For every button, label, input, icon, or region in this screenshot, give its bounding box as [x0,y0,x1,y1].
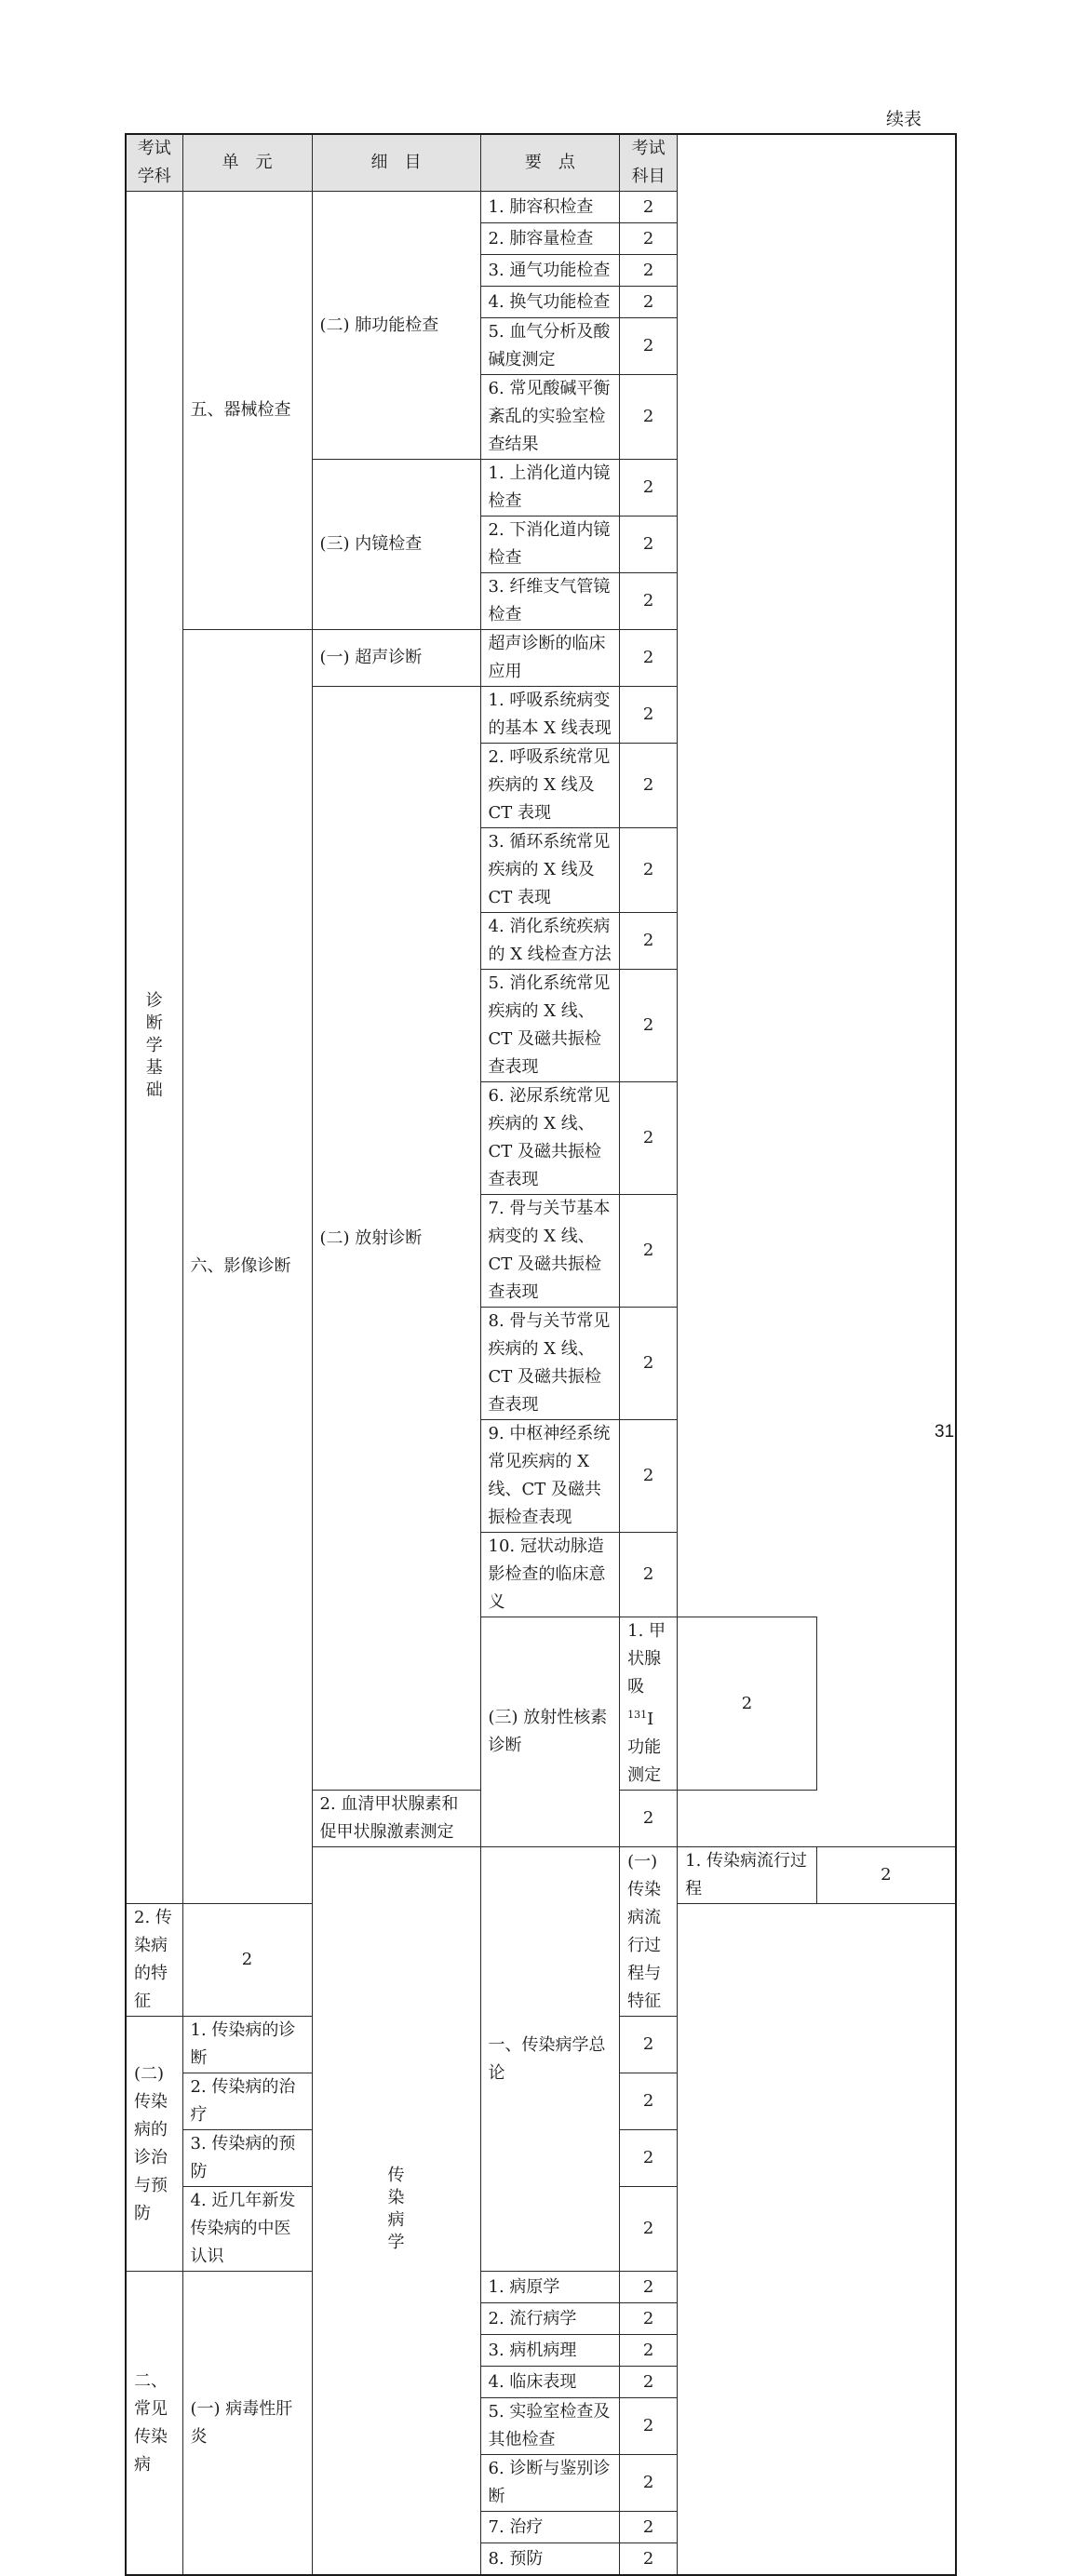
header-unit: 单 元 [182,134,312,192]
point-cell: 1. 呼吸系统病变的基本 X 线表现 [480,687,620,744]
point-cell: 9. 中枢神经系统常见疾病的 X 线、CT 及磁共振检查表现 [480,1420,620,1533]
unit-cell: 二、常见传染病 [126,2272,182,2576]
level-cell: 2 [620,2335,678,2367]
point-cell: 2. 下消化道内镜检查 [480,517,620,573]
item-cell: (二) 传染病的诊治与预防 [126,2017,182,2272]
point-cell: 8. 骨与关节常见疾病的 X 线、CT 及磁共振检查表现 [480,1308,620,1420]
level-cell: 2 [620,2398,678,2455]
point-cell: 2. 肺容量检查 [480,223,620,255]
header-subject: 考试学科 [126,134,182,192]
exam-outline-table [125,133,957,2576]
level-cell: 2 [620,687,678,744]
level-cell: 2 [620,744,678,828]
level-cell: 2 [620,1420,678,1533]
level-cell: 2 [816,1847,956,1904]
point-cell: 7. 治疗 [480,2512,620,2543]
point-text-before: 1. 甲状腺吸 [627,1621,666,1697]
continued-label: 续表 [885,109,921,129]
level-cell: 2 [182,1904,312,2017]
item-cell: (二) 放射诊断 [312,687,480,1791]
point-cell: 3. 循环系统常见疾病的 X 线及 CT 表现 [480,828,620,913]
level-cell: 2 [620,287,678,318]
level-cell: 2 [620,1533,678,1617]
level-cell: 2 [620,2512,678,2543]
level-cell: 2 [678,1617,817,1791]
point-cell: 1. 传染病流行过程 [678,1847,817,1904]
point-cell: 2. 血清甲状腺素和促甲状腺激素测定 [312,1791,480,1847]
point-cell: 4. 临床表现 [480,2367,620,2398]
item-cell: (三) 内镜检查 [312,460,480,630]
level-cell: 2 [620,318,678,375]
level-cell: 2 [620,2073,678,2130]
table-row [126,630,956,687]
point-cell: 8. 预防 [480,2543,620,2576]
point-cell: 6. 常见酸碱平衡紊乱的实验室检查结果 [480,375,620,460]
level-cell: 2 [620,1082,678,1195]
item-cell: (三) 放射性核素诊断 [480,1617,620,1847]
level-cell: 2 [620,2455,678,2512]
point-cell: 4. 近几年新发传染病的中医认识 [182,2187,312,2272]
point-cell: 4. 换气功能检查 [480,287,620,318]
point-cell: 2. 传染病的治疗 [182,2073,312,2130]
item-cell: (一) 传染病流行过程与特征 [620,1847,678,2017]
level-cell: 2 [620,630,678,687]
level-cell: 2 [620,2543,678,2576]
point-cell: 2. 流行病学 [480,2303,620,2335]
point-cell: 1. 上消化道内镜检查 [480,460,620,517]
subject-cell: 传染病学 [312,1847,480,2576]
level-cell: 2 [620,2303,678,2335]
isotope-superscript: 131 [627,1709,648,1721]
level-cell: 2 [620,223,678,255]
table-row [126,2272,956,2303]
point-cell: 5. 实验室检查及其他检查 [480,2398,620,2455]
point-cell: 2. 呼吸系统常见疾病的 X 线及 CT 表现 [480,744,620,828]
page-number: 31 [935,1422,955,1442]
level-cell: 2 [620,255,678,287]
level-cell: 2 [620,192,678,223]
point-cell: 5. 消化系统常见疾病的 X 线、CT 及磁共振检查表现 [480,970,620,1082]
unit-cell: 五、器械检查 [182,192,312,630]
level-cell: 2 [620,2130,678,2187]
point-cell: 10. 冠状动脉造影检查的临床意义 [480,1533,620,1617]
level-cell: 2 [620,375,678,460]
header-row [126,134,956,192]
level-cell: 2 [620,970,678,1082]
point-cell: 超声诊断的临床应用 [480,630,620,687]
point-cell [620,1617,678,1791]
point-cell: 1. 病原学 [480,2272,620,2303]
point-cell: 4. 消化系统疾病的 X 线检查方法 [480,913,620,970]
level-cell: 2 [620,517,678,573]
point-cell: 3. 病机病理 [480,2335,620,2367]
point-text-after: I 功能测定 [627,1710,662,1785]
header-item: 细 目 [312,134,480,192]
level-cell: 2 [620,1195,678,1308]
level-cell: 2 [620,1308,678,1420]
item-cell: (一) 超声诊断 [312,630,480,687]
point-cell: 5. 血气分析及酸碱度测定 [480,318,620,375]
level-cell: 2 [620,828,678,913]
level-cell: 2 [620,573,678,630]
level-cell: 2 [620,2017,678,2073]
table-row [126,192,956,223]
point-cell: 3. 传染病的预防 [182,2130,312,2187]
point-cell: 6. 诊断与鉴别诊断 [480,2455,620,2512]
subject-cell: 诊断学基础 [126,192,182,1904]
point-cell: 2. 传染病的特征 [126,1904,182,2017]
item-cell: (二) 肺功能检查 [312,192,480,460]
level-cell: 2 [620,2272,678,2303]
header-points: 要 点 [480,134,620,192]
point-cell: 6. 泌尿系统常见疾病的 X 线、CT 及磁共振检查表现 [480,1082,620,1195]
point-cell: 1. 肺容积检查 [480,192,620,223]
point-cell: 1. 传染病的诊断 [182,2017,312,2073]
header-level: 考试科目 [620,134,678,192]
item-cell: (一) 病毒性肝炎 [182,2272,312,2576]
level-cell: 2 [620,2367,678,2398]
unit-cell: 一、传染病学总论 [480,1847,620,2272]
point-cell: 3. 纤维支气管镜检查 [480,573,620,630]
level-cell: 2 [620,1791,678,1847]
point-cell: 7. 骨与关节基本病变的 X 线、CT 及磁共振检查表现 [480,1195,620,1308]
level-cell: 2 [620,913,678,970]
level-cell: 2 [620,460,678,517]
level-cell: 2 [620,2187,678,2272]
unit-cell: 六、影像诊断 [182,630,312,1904]
point-cell: 3. 通气功能检查 [480,255,620,287]
